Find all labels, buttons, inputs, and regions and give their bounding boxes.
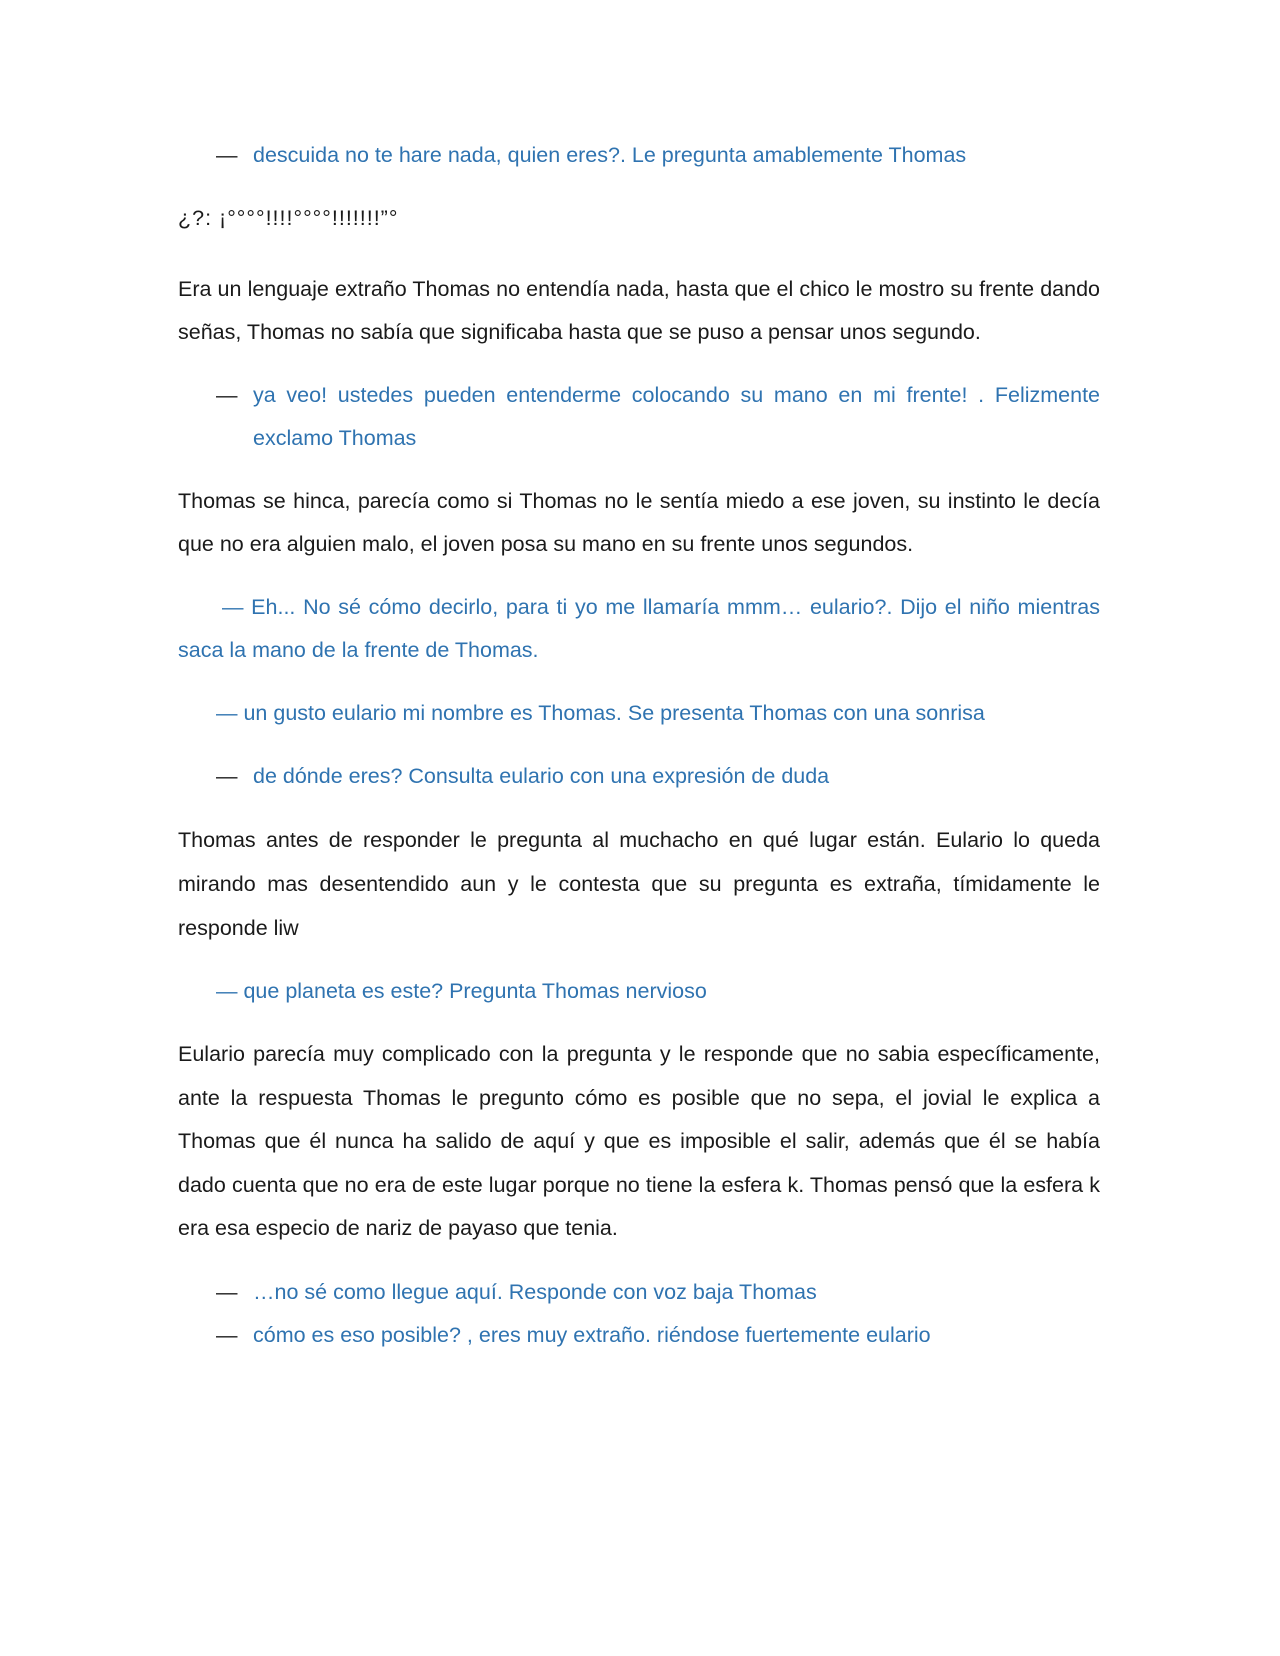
narration-paragraph-3: Thomas antes de responder le pregunta al muchacho en qué lugar están. Eulario lo queda mirando mas desentendido aun y le contesta que su pregunta es extraña, tímidamente le responde liw [178, 828, 1100, 940]
dialogue-line-6: — que planeta es este? Pregunta Thomas nervioso [216, 979, 707, 1003]
strange-language-line: ¿?: ¡°°°°!!!!°°°°!!!!!!!”° [178, 206, 399, 230]
dialogue-line-4: — un gusto eulario mi nombre es Thomas. Se presenta Thomas con una sonrisa [216, 701, 985, 725]
dialogue-dash: — [216, 1279, 238, 1304]
document-page [178, 140, 1100, 1357]
dialogue-line-7 [178, 1271, 1100, 1314]
dialogue-line-8 [178, 1314, 1100, 1357]
dialogue-text: ya veo! ustedes pueden entenderme colocando su mano en mi frente! . Felizmente exclamo Thomas [253, 383, 1100, 450]
dialogue-dash: — [216, 383, 238, 407]
dialogue-text: …no sé como llegue aquí. Responde con voz baja Thomas [253, 1279, 817, 1304]
dialogue-line-2 [178, 374, 1100, 460]
narration-paragraph-1: Era un lenguaje extraño Thomas no entendía nada, hasta que el chico le mostro su frente dando señas, Thomas no sabía que significaba hasta que se puso a pensar unos segundo. [178, 277, 1100, 344]
dialogue-line-3: — Eh... No sé cómo decirlo, para ti yo me llamaría mmm… eulario?. Dijo el niño mientras saca la mano de la frente de Thomas. [178, 595, 1100, 662]
dialogue-line-5 [178, 755, 1100, 798]
dialogue-line-1 [178, 140, 1100, 170]
dialogue-text: cómo es eso posible? , eres muy extraño. riéndose fuertemente eulario [253, 1322, 931, 1347]
dialogue-dash: — [216, 1322, 238, 1347]
dialogue-dash: — [216, 764, 238, 788]
dialogue-dash: — [216, 143, 238, 167]
narration-paragraph-4: Eulario parecía muy complicado con la pregunta y le responde que no sabia específicamente, ante la respuesta Thomas le pregunto cómo es posible que no sepa, el jovial le explica a Thomas que él nunca ha salido de aquí y que es imposible el salir, además que él se había dado cuenta que no era de este lugar porque no tiene la esfera k. Thomas pensó que la esfera k era esa especio de nariz de payaso que tenia. [178, 1042, 1100, 1240]
dialogue-text: descuida no te hare nada, quien eres?. Le pregunta amablemente Thomas [253, 143, 967, 167]
narration-paragraph-2: Thomas se hinca, parecía como si Thomas no le sentía miedo a ese joven, su instinto le decía que no era alguien malo, el joven posa su mano en su frente unos segundos. [178, 489, 1100, 556]
dialogue-text: de dónde eres? Consulta eulario con una expresión de duda [253, 764, 830, 788]
